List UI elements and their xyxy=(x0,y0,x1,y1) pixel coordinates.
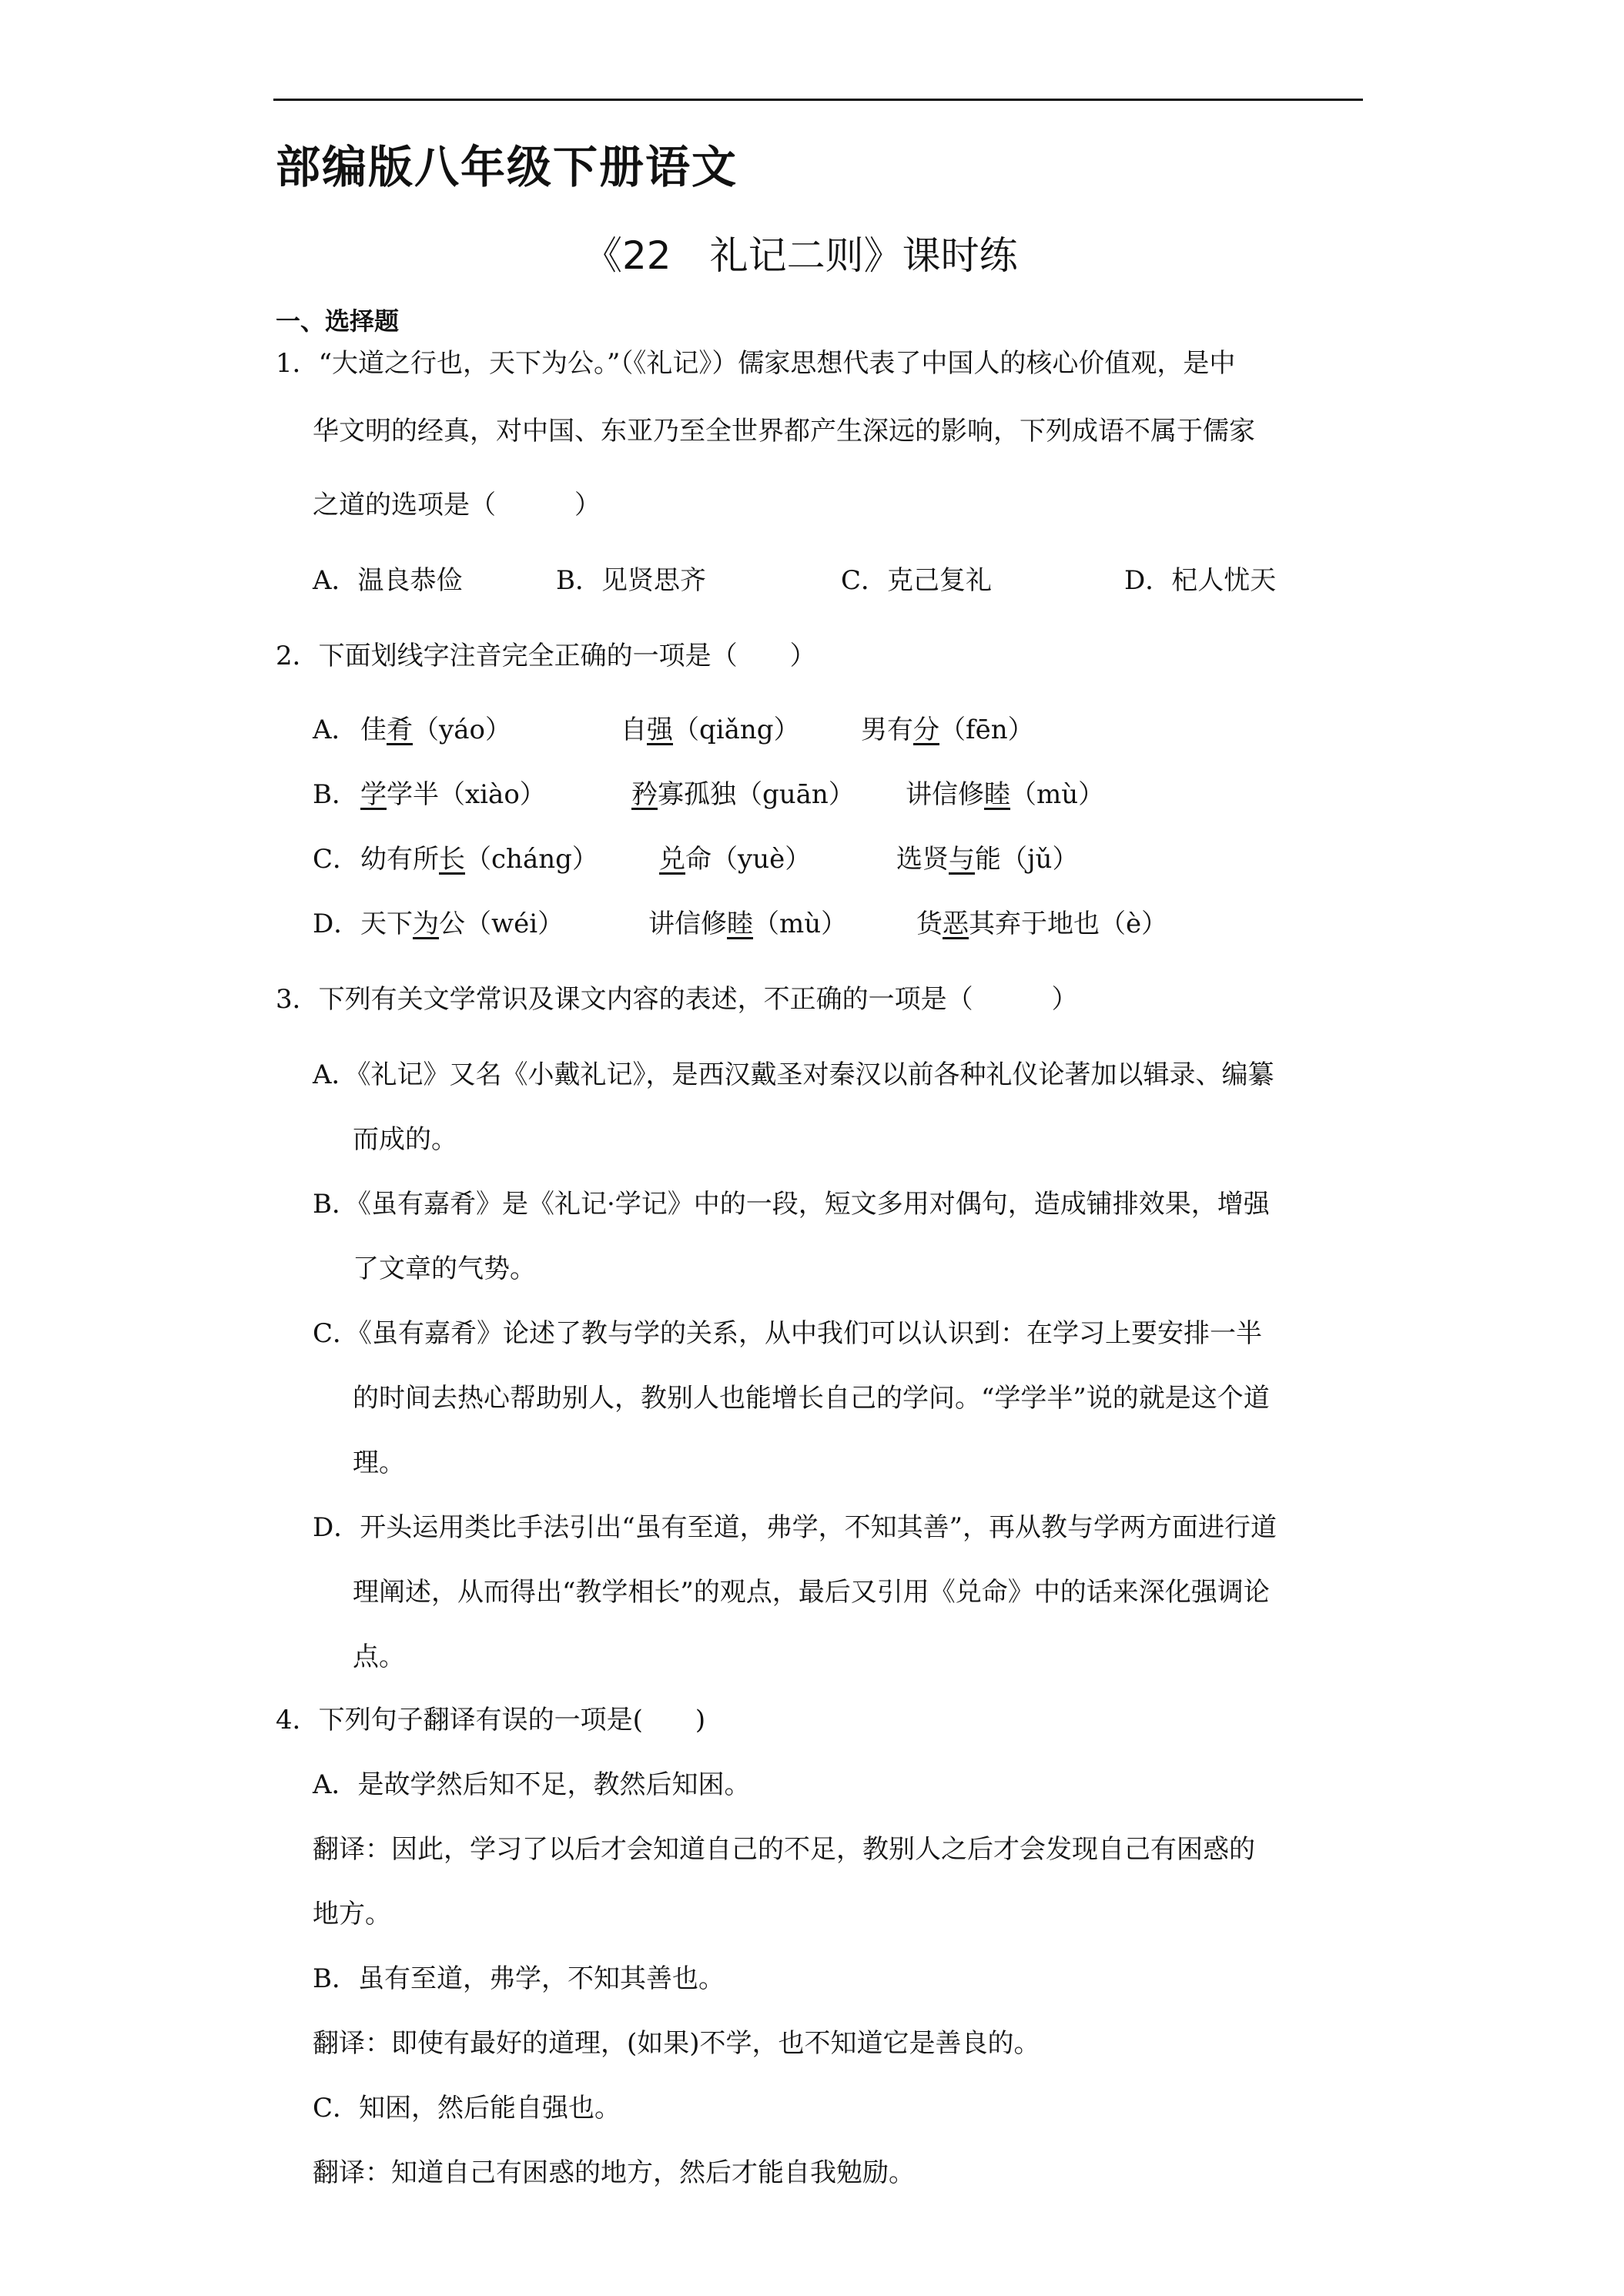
q2-item: 货恶其弃于地也（è） xyxy=(916,909,1168,939)
q1-option-c: C．克己复礼 xyxy=(841,565,993,596)
q3-option-a-line1: A．《礼记》又名《小戴礼记》，是西汉戴圣对秦汉以前各种礼仪论著加以辑录、编纂 xyxy=(313,1059,1274,1090)
q2-item: 自强（qiǎng） xyxy=(621,715,800,745)
q2-item: 兑命（yuè） xyxy=(659,844,812,875)
q2-item: 学学半（xiào） xyxy=(360,779,546,810)
q2-item: 天下为公（wéi） xyxy=(360,909,564,939)
q4-option-c: C．知困，然后能自强也。 xyxy=(313,2093,621,2124)
q3-option-d-line3: 点。 xyxy=(353,1642,405,1672)
q3-option-d-line1: D．开头运用类比手法引出“虽有至道，弗学，不知其善”，再从教与学两方面进行道 xyxy=(313,1512,1277,1543)
q1-option-b: B．见贤思齐 xyxy=(556,565,706,596)
q3-option-c-line2: 的时间去热心帮助别人，教别人也能增长自己的学问。“学学半”说的就是这个道 xyxy=(353,1383,1270,1414)
underlined-char: 与 xyxy=(949,844,975,875)
q4-option-b: B．虽有至道，弗学，不知其善也。 xyxy=(313,1963,725,1994)
q1-option-a: A．温良恭俭 xyxy=(313,565,463,596)
lesson-subtitle: 《22 礼记二则》课时练 xyxy=(584,233,1018,278)
q1-stem-line2: 华文明的经真，对中国、东亚乃至全世界都产生深远的影响，下列成语不属于儒家 xyxy=(313,416,1255,447)
q2-option-label: B． xyxy=(313,779,358,810)
underlined-char: 矜 xyxy=(631,779,658,810)
q1-stem-line3: 之道的选项是（ ） xyxy=(313,490,601,520)
underlined-char: 睦 xyxy=(984,779,1010,810)
q3-stem: 3．下列有关文学常识及课文内容的表述，不正确的一项是（ ） xyxy=(276,984,1078,1015)
underlined-char: 恶 xyxy=(943,909,969,939)
header-rule xyxy=(273,99,1363,101)
q2-option-label: D． xyxy=(313,909,360,939)
q3-option-b-line1: B．《虽有嘉肴》是《礼记·学记》中的一段，短文多用对偶句，造成铺排效果，增强 xyxy=(313,1189,1270,1220)
q2-item: 选贤与能（jǔ） xyxy=(896,844,1079,875)
underlined-char: 为 xyxy=(413,909,439,939)
underlined-char: 肴 xyxy=(387,715,413,745)
underlined-char: 学 xyxy=(360,779,387,810)
section-heading: 一、选择题 xyxy=(276,306,400,336)
q3-option-c-line3: 理。 xyxy=(353,1448,405,1478)
q3-option-c-line1: C．《虽有嘉肴》论述了教与学的关系，从中我们可以认识到：在学习上要安排一半 xyxy=(313,1318,1263,1349)
q4-option-c-translation: 翻译：知道自己有困惑的地方，然后才能自我勉励。 xyxy=(313,2157,915,2188)
q4-option-a: A．是故学然后知不足，教然后知困。 xyxy=(313,1769,751,1800)
q2-item: 男有分（fēn） xyxy=(861,715,1034,745)
q2-stem: 2．下面划线字注音完全正确的一项是（ ） xyxy=(276,641,816,671)
q2-item: 讲信修睦（mù） xyxy=(648,909,848,939)
q1-option-d: D．杞人忧天 xyxy=(1124,565,1277,596)
q3-option-d-line2: 理阐述，从而得出“教学相长”的观点，最后又引用《兑命》中的话来深化强调论 xyxy=(353,1577,1270,1608)
underlined-char: 分 xyxy=(913,715,939,745)
q2-item: 幼有所长（cháng） xyxy=(360,844,598,875)
q4-stem: 4．下列句子翻译有误的一项是( ) xyxy=(276,1705,706,1735)
underlined-char: 长 xyxy=(439,844,465,875)
q3-option-b-line2: 了文章的气势。 xyxy=(353,1253,536,1284)
q4-option-a-translation-line1: 翻译：因此，学习了以后才会知道自己的不足，教别人之后才会发现自己有困惑的 xyxy=(313,1834,1255,1865)
q2-option-label: C． xyxy=(313,844,360,875)
q2-item: 矜寡孤独（guān） xyxy=(631,779,855,810)
underlined-char: 兑 xyxy=(659,844,685,875)
doc-title: 部编版八年级下册语文 xyxy=(276,141,738,193)
underlined-char: 强 xyxy=(647,715,673,745)
q4-option-b-translation: 翻译：即使有最好的道理，(如果)不学，也不知道它是善良的。 xyxy=(313,2028,1040,2059)
q3-option-a-line2: 而成的。 xyxy=(353,1124,457,1155)
q1-stem-line1: 1．“大道之行也，天下为公。”（《礼记》）儒家思想代表了中国人的核心价值观，是中 xyxy=(276,348,1236,379)
underlined-char: 睦 xyxy=(727,909,753,939)
q2-item: 佳肴（yáo） xyxy=(360,715,511,745)
q4-option-a-translation-line2: 地方。 xyxy=(313,1899,391,1930)
q2-option-label: A． xyxy=(313,715,358,745)
q2-item: 讲信修睦（mù） xyxy=(906,779,1105,810)
